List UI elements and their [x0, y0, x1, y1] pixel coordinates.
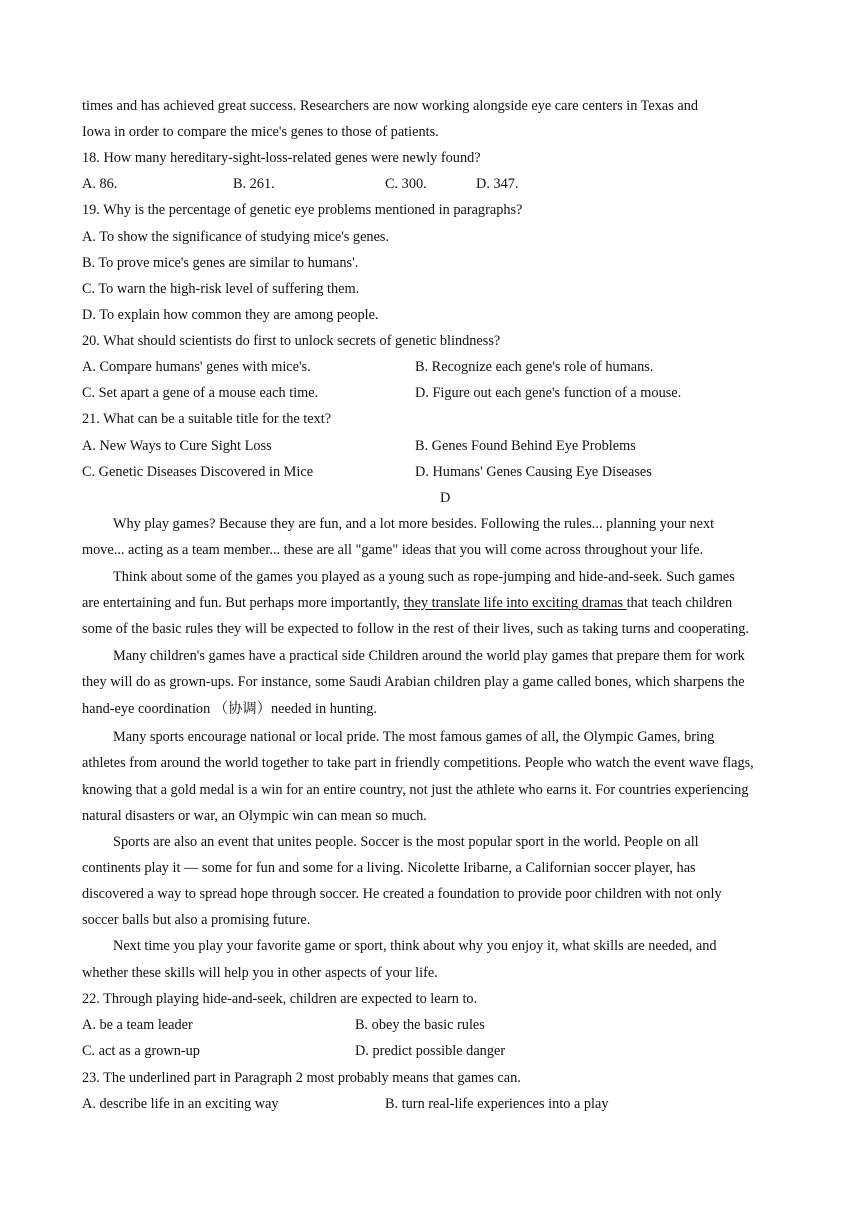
- option-22a: A. be a team leader: [82, 1017, 193, 1033]
- passage-line: continents play it — some for fun and some for a living. Nicolette Iribarne, a Californian soccer player, has: [82, 860, 696, 876]
- option-20b: B. Recognize each gene's role of humans.: [415, 359, 654, 375]
- passage-line: Sports are also an event that unites people. Soccer is the most popular sport in the world. People on all: [113, 834, 699, 850]
- passage-line: Why play games? Because they are fun, and a lot more besides. Following the rules... planning your next: [113, 516, 715, 532]
- passage-line: [82, 594, 732, 612]
- question-19: 19. Why is the percentage of genetic eye problems mentioned in paragraphs?: [82, 202, 523, 218]
- passage-line: athletes from around the world together to take part in friendly competitions. People who watch the event wave flags,: [82, 755, 754, 771]
- question-22: 22. Through playing hide-and-seek, children are expected to learn to.: [82, 991, 478, 1007]
- passage-line: Many children's games have a practical side Children around the world play games that prepare them for work: [113, 648, 745, 664]
- option-21c: C. Genetic Diseases Discovered in Mice: [82, 464, 314, 480]
- option-23a: A. describe life in an exciting way: [82, 1096, 279, 1112]
- option-19d: D. To explain how common they are among people.: [82, 307, 379, 323]
- option-22b: B. obey the basic rules: [355, 1017, 485, 1033]
- passage-line: they will do as grown-ups. For instance, some Saudi Arabian children play a game called bones, which sharpens the: [82, 674, 745, 690]
- passage-text: are entertaining and fun. But perhaps more importantly,: [82, 595, 404, 611]
- passage-line: whether these skills will help you in other aspects of your life.: [82, 965, 438, 981]
- passage-line: discovered a way to spread hope through soccer. He created a foundation to provide poor children with not only: [82, 886, 722, 902]
- underlined-phrase: they translate life into exciting dramas: [403, 595, 627, 611]
- option-18d: D. 347.: [476, 176, 519, 192]
- question-23: 23. The underlined part in Paragraph 2 most probably means that games can.: [82, 1070, 521, 1086]
- passage-text: that teach children: [626, 595, 733, 611]
- passage-line: Iowa in order to compare the mice's genes to those of patients.: [82, 124, 439, 140]
- option-21a: A. New Ways to Cure Sight Loss: [82, 438, 272, 454]
- passage-line: move... acting as a team member... these are all "game" ideas that you will come across throughout your life.: [82, 542, 704, 558]
- question-18: 18. How many hereditary-sight-loss-related genes were newly found?: [82, 150, 481, 166]
- passage-line: Think about some of the games you played as a young such as rope-jumping and hide-and-seek. Such games: [113, 569, 735, 585]
- passage-line: some of the basic rules they will be expected to follow in the rest of their lives, such as taking turns and cooperating.: [82, 621, 750, 637]
- passage-line: Next time you play your favorite game or sport, think about why you enjoy it, what skills are needed, and: [113, 938, 717, 954]
- option-20a: A. Compare humans' genes with mice's.: [82, 359, 311, 375]
- section-heading-d: D: [440, 490, 451, 506]
- option-19a: A. To show the significance of studying mice's genes.: [82, 229, 390, 245]
- option-23b: B. turn real-life experiences into a play: [385, 1096, 609, 1112]
- option-18b: B. 261.: [233, 176, 275, 192]
- passage-line: knowing that a gold medal is a win for an entire country, not just the athlete who earns it. For countries experiencing: [82, 782, 749, 798]
- passage-line: soccer balls but also a promising future.: [82, 912, 311, 928]
- option-22d: D. predict possible danger: [355, 1043, 506, 1059]
- option-19c: C. To warn the high-risk level of suffering them.: [82, 281, 360, 297]
- passage-line: natural disasters or war, an Olympic win can mean so much.: [82, 808, 427, 824]
- passage-line: times and has achieved great success. Researchers are now working alongside eye care centers in Texas and: [82, 98, 699, 114]
- option-19b: B. To prove mice's genes are similar to humans'.: [82, 255, 359, 271]
- option-18c: C. 300.: [385, 176, 427, 192]
- option-21d: D. Humans' Genes Causing Eye Diseases: [415, 464, 652, 480]
- passage-line: hand-eye coordination （协调）needed in hunting.: [82, 701, 377, 717]
- question-21: 21. What can be a suitable title for the text?: [82, 411, 332, 427]
- question-20: 20. What should scientists do first to unlock secrets of genetic blindness?: [82, 333, 501, 349]
- option-18a: A. 86.: [82, 176, 118, 192]
- option-20c: C. Set apart a gene of a mouse each time.: [82, 385, 319, 401]
- passage-line: Many sports encourage national or local pride. The most famous games of all, the Olympic Games, bring: [113, 729, 715, 745]
- option-20d: D. Figure out each gene's function of a mouse.: [415, 385, 682, 401]
- option-22c: C. act as a grown-up: [82, 1043, 200, 1059]
- option-21b: B. Genes Found Behind Eye Problems: [415, 438, 636, 454]
